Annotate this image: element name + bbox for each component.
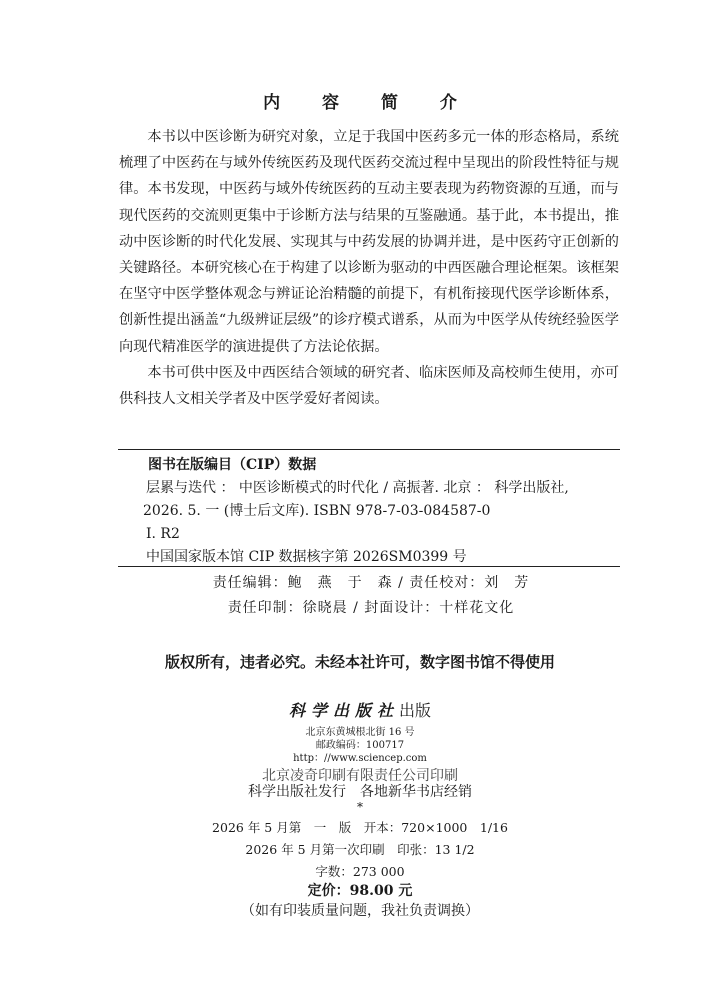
cip-bottom-rule (118, 566, 620, 567)
printing-line: 2026 年 5 月第一次印刷 印张：13 1/2 (245, 842, 475, 857)
cip-heading: 图书在版编目（CIP）数据 (148, 457, 317, 473)
cip-record-number: 中国国家版本馆 CIP 数据核字第 2026SM0399 号 (146, 549, 467, 565)
publisher-suffix: 出版 (399, 701, 432, 720)
cip-classification: Ⅰ. R2 (146, 526, 180, 542)
cip-block (143, 454, 616, 569)
publisher-line (0, 698, 720, 721)
publisher-logo-name: 科学出版社 (288, 701, 399, 720)
editors-block (0, 571, 720, 621)
quality-notice: （如有印装质量问题，我社负责调换） (241, 903, 479, 919)
summary-body (119, 124, 619, 412)
publisher-postcode: 邮政编码：100717 (315, 740, 405, 751)
cip-line: 层累与迭代 ： 中医诊断模式的时代化 / 高振著. 北京 ： 科学出版社, (146, 480, 569, 496)
publisher-website: http：//www.sciencep.com (293, 753, 427, 764)
summary-title: 内 容 简 介 (263, 93, 475, 113)
cip-line: 2026. 5. 一 (博士后文库). ISBN 978-7-03-084587-0 (143, 503, 491, 519)
price-line: 定价：98.00 元 (307, 883, 413, 899)
copyright-notice: 版权所有，违者必究。未经本社许可，数字图书馆不得使用 (164, 653, 555, 671)
separator-star: * (357, 800, 363, 814)
publisher-address: 北京东黄城根北街 16 号 (305, 727, 415, 738)
editors-line: 责任印制：徐晓晨 / 封面设计：十样花文化 (227, 600, 515, 616)
edition-line: 2026 年 5 月第 一 版 开本：720×1000 1/16 (212, 820, 508, 835)
printer-line: 北京凌奇印刷有限责任公司印刷 (262, 768, 458, 784)
cip-top-rule (118, 449, 620, 450)
wordcount-line: 字数：273 000 (315, 864, 405, 879)
editors-line: 责任编辑：鲍 燕 于 森 / 责任校对：刘 芳 (212, 575, 530, 591)
summary-paragraph: 本书可供中医及中西医结合领域的研究者、临床医师及高校师生使用，亦可供科技人文相关学者及中医学爱好者阅读。 (119, 364, 619, 408)
summary-paragraph: 本书以中医诊断为研究对象，立足于我国中医药多元一体的形态格局，系统梳理了中医药在与域外传统医药及现代医药交流过程中呈现出的阶段性特征与规律。本书发现，中医药与域外传统医药的互动主要表现为药物资源的互通，而与现代医药的交流则更集中于诊断方法与结果的互鉴融通。基于此，本书提出，推动中医诊断的时代化发展、实现其与中药发展的协调并进，是中医药守正创新的关键路径。本研究核心在于构建了以诊断为驱动的中西医融合理论框架。该框架在坚守中医学整体观念与辨证论治精髓的前提下，有机衔接现代医学诊断体系，创新性提出涵盖“九级辨证层级”的诊疗模式谱系，从而为中医学从传统经验医学向现代精准医学的演进提供了方法论依据。 (119, 129, 619, 355)
issuer-line: 科学出版社发行 各地新华书店经销 (248, 784, 472, 800)
